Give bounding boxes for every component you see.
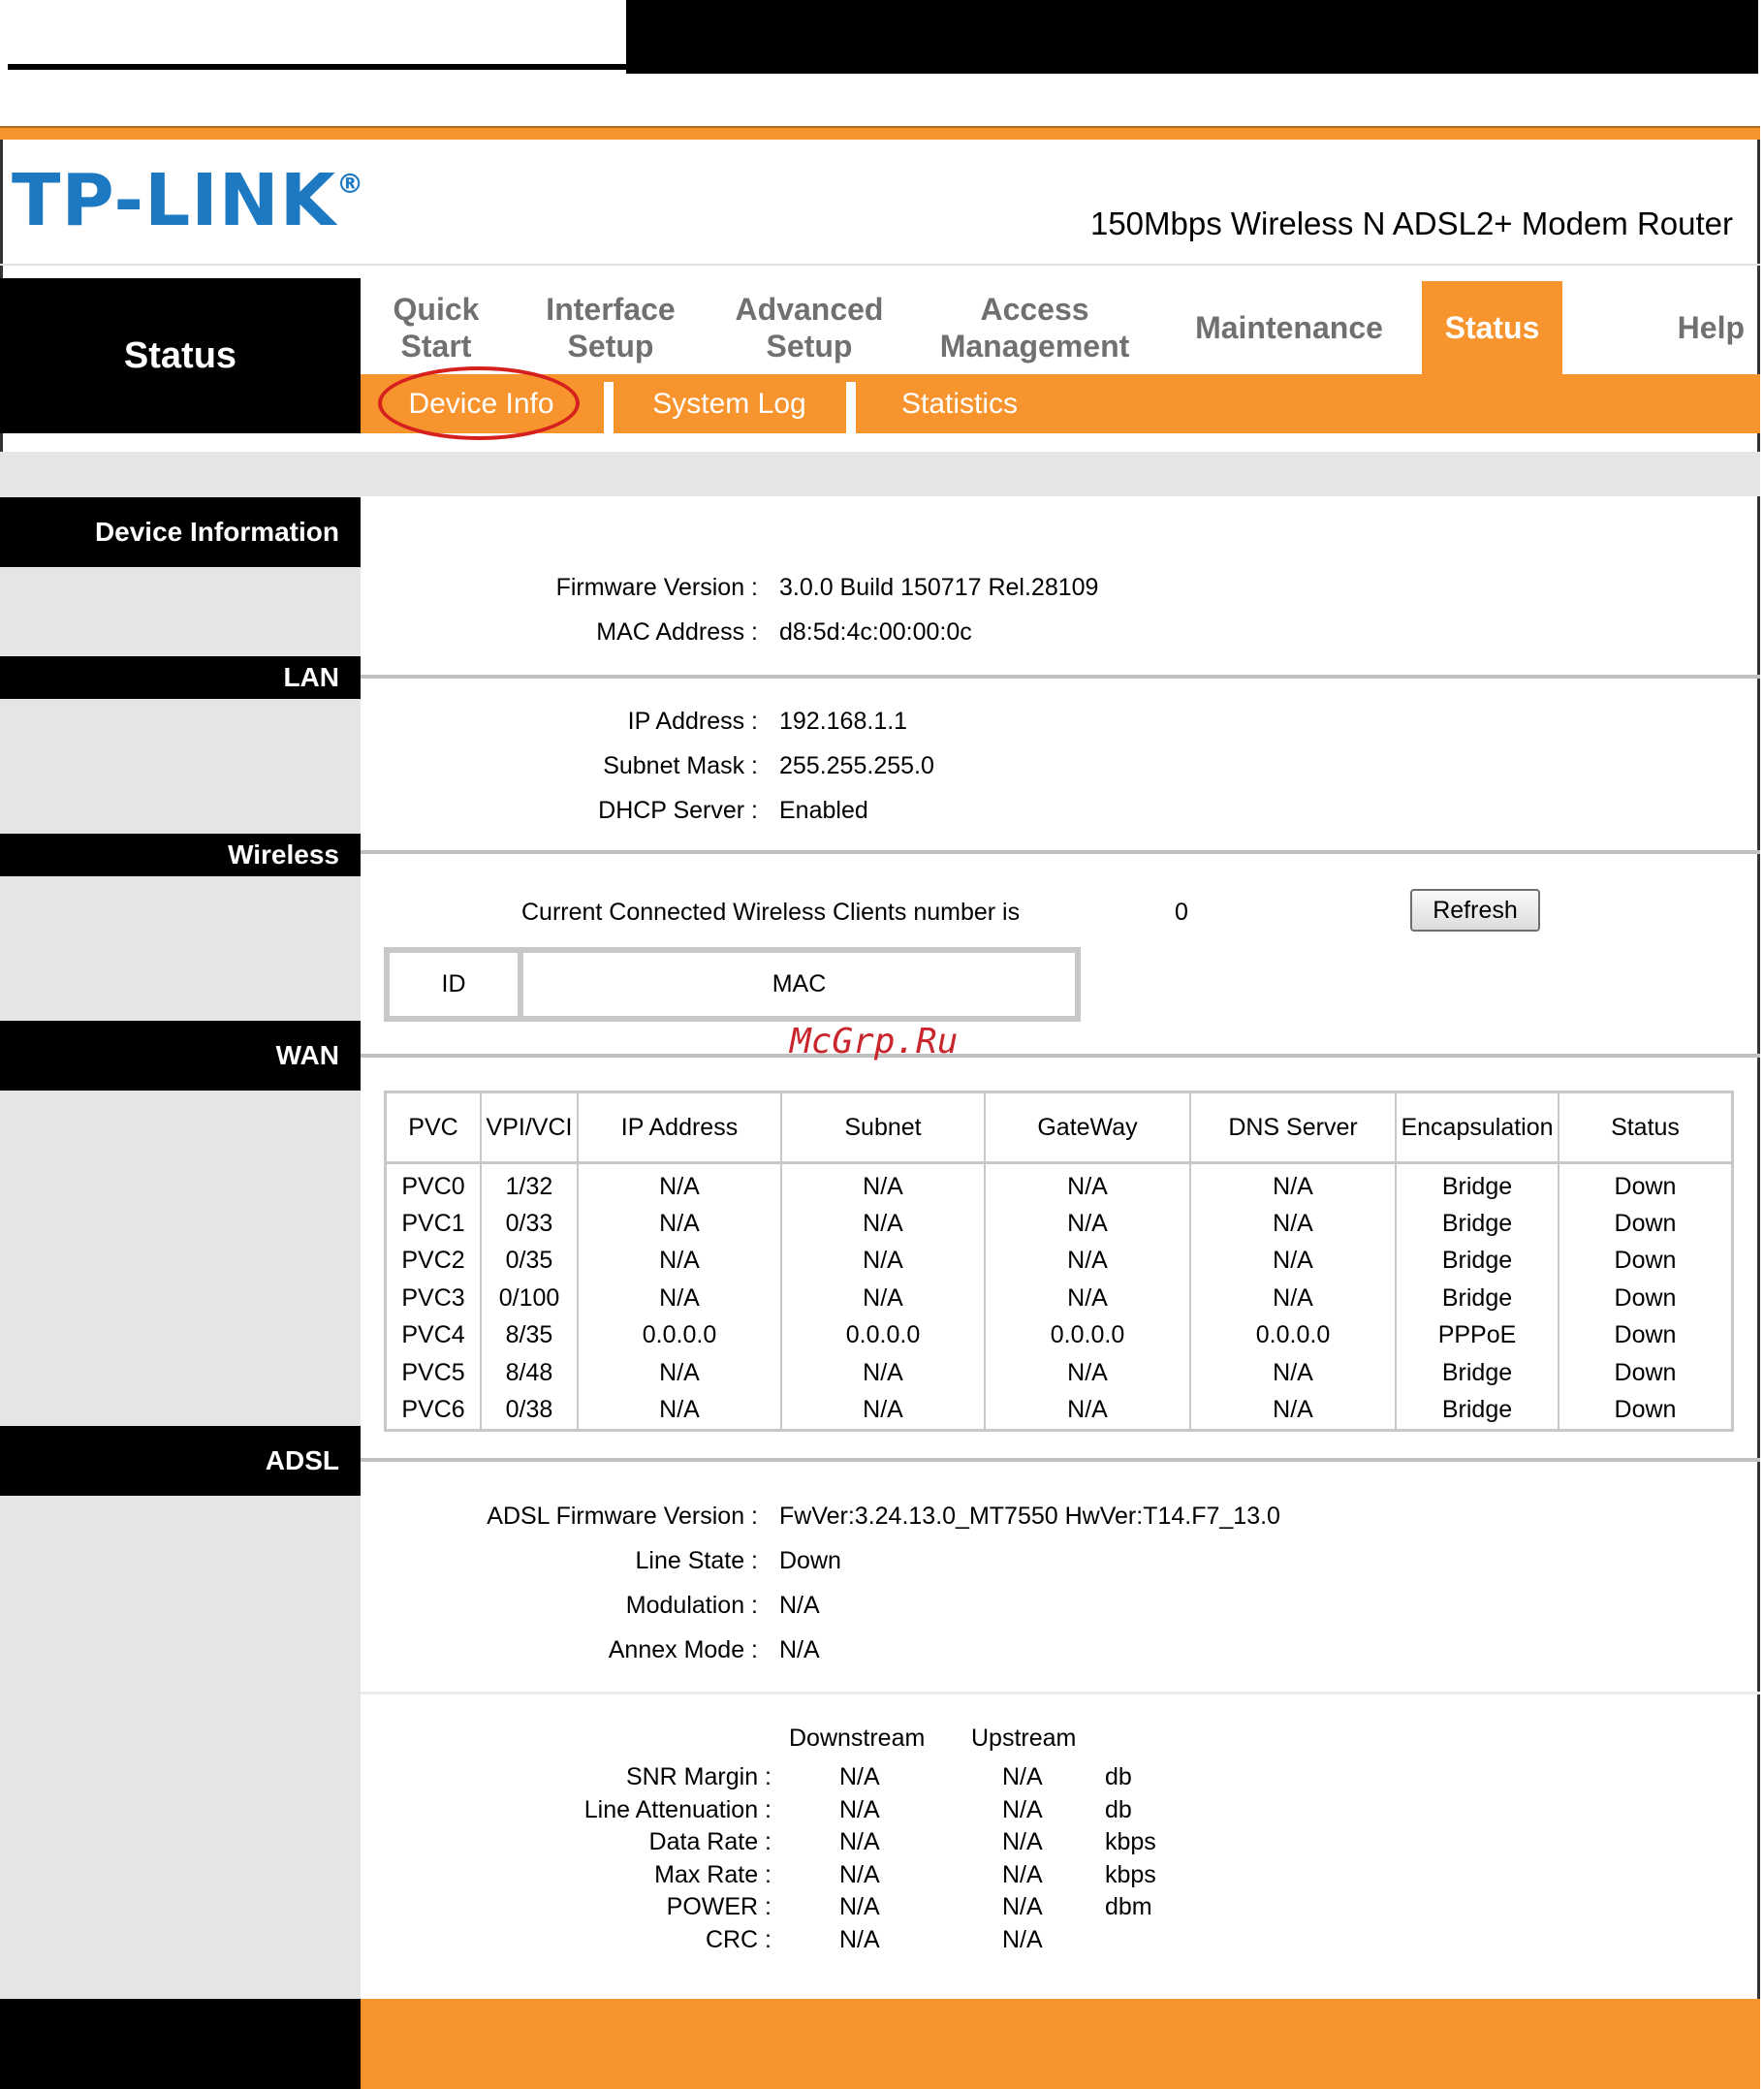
wireless-clients-count: 0 [1175,899,1188,926]
nav-access-management[interactable]: Access Management [939,292,1130,364]
wan-cell: Bridge [1397,1243,1559,1280]
adsl-firmware-value: FwVer:3.24.13.0_MT7550 HwVer:T14.F7_13.0 [779,1503,1280,1530]
stat-label: POWER : [666,1893,772,1921]
manual-header-bar [626,0,1754,74]
stat-label: Max Rate : [654,1860,772,1888]
line-state-label: Line State : [635,1547,758,1574]
table-row [387,1243,1731,1280]
subnav-separator [846,382,856,433]
upstream-header: Upstream [971,1725,1077,1752]
stat-downstream: N/A [839,1926,880,1953]
top-accent-bar [0,126,1760,140]
wan-cell: N/A [579,1280,782,1316]
section-wan: WAN [0,1021,361,1091]
section-adsl: ADSL [0,1426,361,1496]
wan-cell: PVC3 [387,1280,482,1316]
left-sidebar [0,496,361,1999]
lan-dhcp-value: Enabled [779,797,868,824]
section-lan: LAN [0,656,361,699]
wan-cell: PVC6 [387,1391,482,1428]
footer-bar [361,1999,1760,2089]
lan-dhcp-label: DHCP Server : [598,797,758,824]
tp-link-logo: TP-LINK® [12,159,365,242]
wan-cell: Down [1614,1283,1677,1312]
wan-cell: N/A [782,1280,986,1316]
wan-header: GateWay [986,1093,1191,1164]
wan-cell: 0.0.0.0 [579,1317,782,1354]
wan-cell: N/A [782,1243,986,1280]
wan-cell: 0/35 [482,1243,579,1280]
stat-unit: db [1105,1763,1132,1790]
downstream-header: Downstream [789,1725,926,1752]
side-page-title: Status [0,278,361,433]
highlight-circle [378,366,580,440]
wan-cell: PVC4 [387,1317,482,1354]
stat-unit: dbm [1105,1893,1152,1921]
gray-band [0,452,1760,496]
section-divider [361,1458,1760,1462]
subnav-separator [604,382,614,433]
modulation-value: N/A [779,1592,820,1619]
watermark: McGrp.Ru [790,1022,959,1061]
annex-mode-label: Annex Mode : [608,1636,758,1663]
table-row [387,1164,1731,1205]
nav-help[interactable]: Help [1677,310,1745,345]
wan-cell: PVC0 [387,1164,482,1205]
wan-cell: Down [1614,1396,1677,1424]
subnav-system-log[interactable]: System Log [652,387,806,420]
lan-ip-value: 192.168.1.1 [779,708,908,735]
wan-cell: N/A [986,1243,1191,1280]
table-header-mac: MAC [520,950,1078,1019]
stat-upstream: N/A [1002,1828,1043,1856]
wan-cell: Down [1614,1321,1677,1349]
section-divider [361,1054,1760,1058]
line-state-value: Down [779,1547,841,1574]
section-divider [361,850,1760,854]
wan-cell: Bridge [1397,1205,1559,1242]
section-divider [361,675,1760,679]
wan-cell: Down [1614,1358,1677,1386]
wan-cell: PVC1 [387,1205,482,1242]
wan-cell: N/A [579,1354,782,1391]
wan-cell: N/A [1191,1354,1397,1391]
wan-cell: N/A [986,1354,1191,1391]
wan-cell: N/A [1191,1391,1397,1428]
wan-cell: 0/38 [482,1391,579,1428]
wan-header: Status [1559,1093,1731,1164]
subnav-statistics[interactable]: Statistics [900,387,1019,420]
stat-downstream: N/A [839,1860,880,1888]
table-header-id: ID [387,950,520,1019]
wan-cell: N/A [1191,1205,1397,1242]
lan-subnet-label: Subnet Mask : [603,752,758,779]
wan-cell: N/A [782,1391,986,1428]
wan-cell: Bridge [1397,1280,1559,1316]
manual-header-left [8,0,626,70]
nav-advanced-setup[interactable]: Advanced Setup [735,292,884,364]
table-row [387,1205,1731,1242]
wan-header: PVC [387,1093,482,1164]
stat-label: CRC : [705,1926,772,1953]
section-device-information: Device Information [0,497,361,567]
table-row [387,1317,1731,1354]
table-row [387,1280,1731,1316]
adsl-divider [361,1692,1760,1694]
wan-cell: N/A [782,1164,986,1205]
wan-cell: 8/48 [482,1354,579,1391]
wan-cell: Down [1614,1210,1677,1238]
nav-quick-start[interactable]: Quick Start [393,292,480,364]
wan-cell: 0/100 [482,1280,579,1316]
refresh-button[interactable]: Refresh [1410,889,1540,932]
wan-cell: N/A [1191,1280,1397,1316]
wan-cell: N/A [782,1205,986,1242]
stat-upstream: N/A [1002,1795,1043,1823]
mac-address-label: MAC Address : [596,618,758,646]
wan-header: Subnet [782,1093,986,1164]
stat-unit: kbps [1105,1860,1156,1888]
stat-downstream: N/A [839,1795,880,1823]
table-row [387,1391,1731,1428]
wan-cell: N/A [986,1205,1191,1242]
wan-cell: N/A [986,1164,1191,1205]
stat-upstream: N/A [1002,1763,1043,1790]
nav-interface-setup[interactable]: Interface Setup [546,292,676,364]
stat-downstream: N/A [839,1893,880,1921]
mac-address-value: d8:5d:4c:00:00:0c [779,618,972,646]
table-header-row [387,950,1078,1019]
stat-upstream: N/A [1002,1926,1043,1953]
wan-cell: Bridge [1397,1164,1559,1205]
table-row [387,1354,1731,1391]
stat-downstream: N/A [839,1763,880,1790]
lan-subnet-value: 255.255.255.0 [779,752,934,779]
wan-cell: N/A [1191,1164,1397,1205]
wan-header: VPI/VCI [482,1093,579,1164]
wan-cell: Down [1614,1247,1677,1275]
wan-cell: Bridge [1397,1354,1559,1391]
stat-label: Line Attenuation : [583,1795,772,1823]
wan-cell: N/A [579,1164,782,1205]
firmware-version-label: Firmware Version : [555,574,758,601]
wan-cell: 0.0.0.0 [986,1317,1191,1354]
wan-table [384,1091,1734,1432]
modulation-label: Modulation : [625,1592,758,1619]
wan-cell: 8/35 [482,1317,579,1354]
wan-cell: N/A [986,1391,1191,1428]
wan-cell: 1/32 [482,1164,579,1205]
section-wireless: Wireless [0,834,361,876]
nav-maintenance[interactable]: Maintenance [1195,310,1383,345]
manual-header-edge [1754,0,1764,74]
wan-cell: 0/33 [482,1205,579,1242]
wan-cell: Down [1614,1172,1677,1200]
wan-cell: N/A [782,1354,986,1391]
wan-cell: 0.0.0.0 [782,1317,986,1354]
annex-mode-value: N/A [779,1636,820,1663]
wireless-clients-text: Current Connected Wireless Clients number is [521,899,1021,926]
stat-unit: db [1105,1795,1132,1823]
header-divider [0,264,1760,266]
table-header-row [387,1093,1731,1164]
wan-cell: N/A [579,1205,782,1242]
nav-status[interactable]: Status [1422,281,1562,374]
wan-cell: N/A [579,1391,782,1428]
wireless-clients-table [384,947,1081,1022]
wan-header: IP Address [579,1093,782,1164]
wan-cell: N/A [579,1243,782,1280]
wan-cell: N/A [986,1280,1191,1316]
footer-left [0,1999,361,2089]
adsl-firmware-label: ADSL Firmware Version : [487,1503,758,1530]
subnav-device-info[interactable]: Device Info [408,387,554,420]
wan-cell: PVC2 [387,1243,482,1280]
stat-upstream: N/A [1002,1893,1043,1921]
wan-cell: PPPoE [1397,1317,1559,1354]
wan-cell: PVC5 [387,1354,482,1391]
wan-cell: N/A [1191,1243,1397,1280]
lan-ip-label: IP Address : [627,708,758,735]
wan-cell: Bridge [1397,1391,1559,1428]
stat-downstream: N/A [839,1828,880,1856]
stat-unit: kbps [1105,1828,1156,1856]
firmware-version-value: 3.0.0 Build 150717 Rel.28109 [779,574,1099,601]
wan-cell: 0.0.0.0 [1191,1317,1397,1354]
stat-label: Data Rate : [648,1828,772,1856]
stat-label: SNR Margin : [625,1763,772,1790]
stat-upstream: N/A [1002,1860,1043,1888]
wan-header: Encapsulation [1397,1093,1559,1164]
wan-header: DNS Server [1191,1093,1397,1164]
product-name: 150Mbps Wireless N ADSL2+ Modem Router [1089,206,1733,241]
